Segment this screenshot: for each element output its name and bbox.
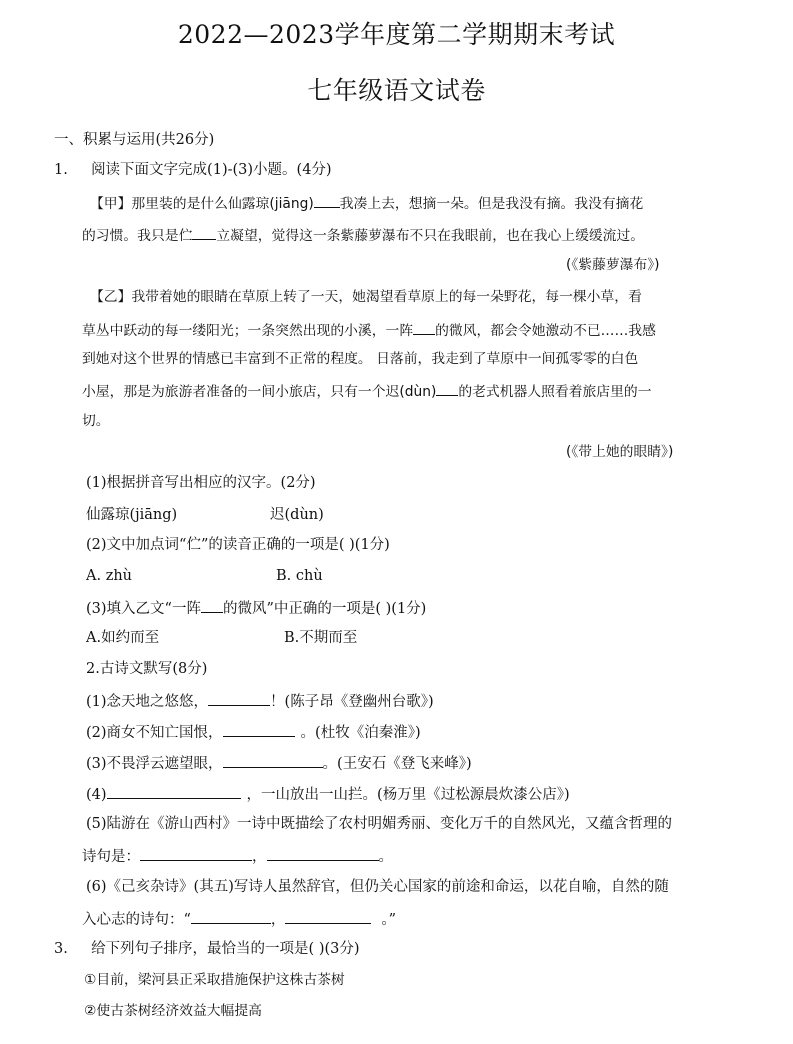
sentence-1: ①目前，梁河县正采取措施保护这株古茶树 (84, 972, 345, 988)
question-2-heading: 2.古诗文默写(8分) (86, 661, 208, 677)
poem-blank-6b (285, 909, 371, 924)
poem-blank-5a (140, 846, 252, 861)
blank-breeze (413, 320, 435, 335)
passage-yi-line-1: 【乙】我带着她的眼睛在草原上转了一天，她渴望看草原上的每一朵野花，每一棵小草，看 (90, 289, 642, 305)
exam-subtitle: 七年级语文试卷 (307, 76, 486, 105)
section-heading: 一、积累与运用(共26分) (54, 132, 215, 148)
passage-jia-source: (《紫藤萝瀑布》) (566, 257, 660, 273)
question-1-number: 1. (54, 162, 68, 178)
blank-dun (436, 381, 458, 396)
passage-yi-line-5: 切。 (82, 413, 110, 429)
passage-yi-source: (《带上她的眼睛》) (566, 444, 674, 460)
question-1-stem (54, 161, 332, 179)
sub-question-1-prompt: (1)根据拼音写出相应的汉字。(2分) (86, 475, 316, 491)
poem-item-2: (2)商女不知亡国恨， 。(杜牧《泊秦淮》) (86, 722, 421, 742)
sub-question-1-item-b: 迟(dùn) (270, 507, 324, 523)
poem-item-1: (1)念天地之悠悠， ！(陈子昂《登幽州台歌》) (86, 691, 434, 711)
sub-question-1-item-a: 仙露琼(jiāng) (86, 507, 178, 523)
sub-question-2-option-b: B. chù (276, 568, 323, 584)
poem-item-4: (4) ，一山放出一山拦。(杨万里《过松源晨炊漆公店》) (86, 784, 570, 804)
sentence-2: ②使古茶树经济效益大幅提高 (84, 1003, 262, 1019)
poem-blank-3 (223, 753, 323, 768)
passage-jia-line-2: 的习惯。我只是伫 立凝望，觉得这一条紫藤萝瀑布不只在我眼前，也在我心上缓缓流过。 (82, 225, 644, 245)
poem-blank-6a (191, 909, 271, 924)
sub-question-3-option-a: A.如约而至 (86, 630, 160, 646)
sub-question-2-option-a: A. zhù (86, 568, 133, 584)
sub-question-3-prompt: (3)填入乙文“一阵 的微风”中正确的一项是( )(1分) (86, 598, 426, 618)
passage-yi-line-3: 到她对这个世界的情感已丰富到不正常的程度。 日落前，我走到了草原中一间孤零零的白色 (82, 351, 639, 367)
poem-blank-1 (208, 691, 270, 706)
passage-yi-line-2: 草丛中跃动的每一缕阳光；一条突然出现的小溪，一阵 的微风，都会令她激动不已……我感 (82, 320, 656, 340)
exam-title: 2022—2023学年度第二学期期末考试 (177, 20, 616, 49)
question-3-text: 给下列句子排序，最恰当的一项是( )(3分) (91, 941, 360, 957)
poem-blank-4 (107, 784, 241, 799)
question-3-stem (54, 940, 360, 958)
blank-jiang (314, 193, 340, 208)
poem-item-5-line-1: (5)陆游在《游山西村》一诗中既描绘了农村明媚秀丽、变化万千的自然风光，又蕴含哲理的 (86, 816, 673, 832)
poem-item-3: (3)不畏浮云遮望眼， 。(王安石《登飞来峰》) (86, 753, 472, 773)
passage-jia-line-1: 【甲】那里装的是什么仙露琼(jiāng) 我凑上去，想摘一朵。但是我没有摘。我没有摘花 (90, 193, 643, 213)
poem-item-6-line-1: (6)《己亥杂诗》(其五)写诗人虽然辞官，但仍关心国家的前途和命运，以花自喻，自然的随 (86, 879, 669, 895)
question-3-number: 3. (54, 941, 68, 957)
sub-question-3-option-b: B.不期而至 (284, 630, 358, 646)
blank-yizhen (201, 598, 223, 613)
poem-item-6-line-2: 入心志的诗句：“ ， 。” (82, 909, 396, 929)
poem-blank-5b (267, 846, 379, 861)
poem-item-5-line-2: 诗句是： ， 。 (82, 846, 393, 866)
question-1-text: 阅读下面文字完成(1)-(3)小题。(4分) (91, 162, 332, 178)
passage-yi-line-4: 小屋，那是为旅游者准备的一间小旅店，只有一个迟(dùn) 的老式机器人照看着旅店里的一 (82, 381, 652, 401)
sub-question-2-prompt: (2)文中加点词“伫”的读音正确的一项是( )(1分) (86, 537, 390, 553)
blank-zhu (192, 225, 216, 240)
poem-blank-2 (223, 722, 295, 737)
